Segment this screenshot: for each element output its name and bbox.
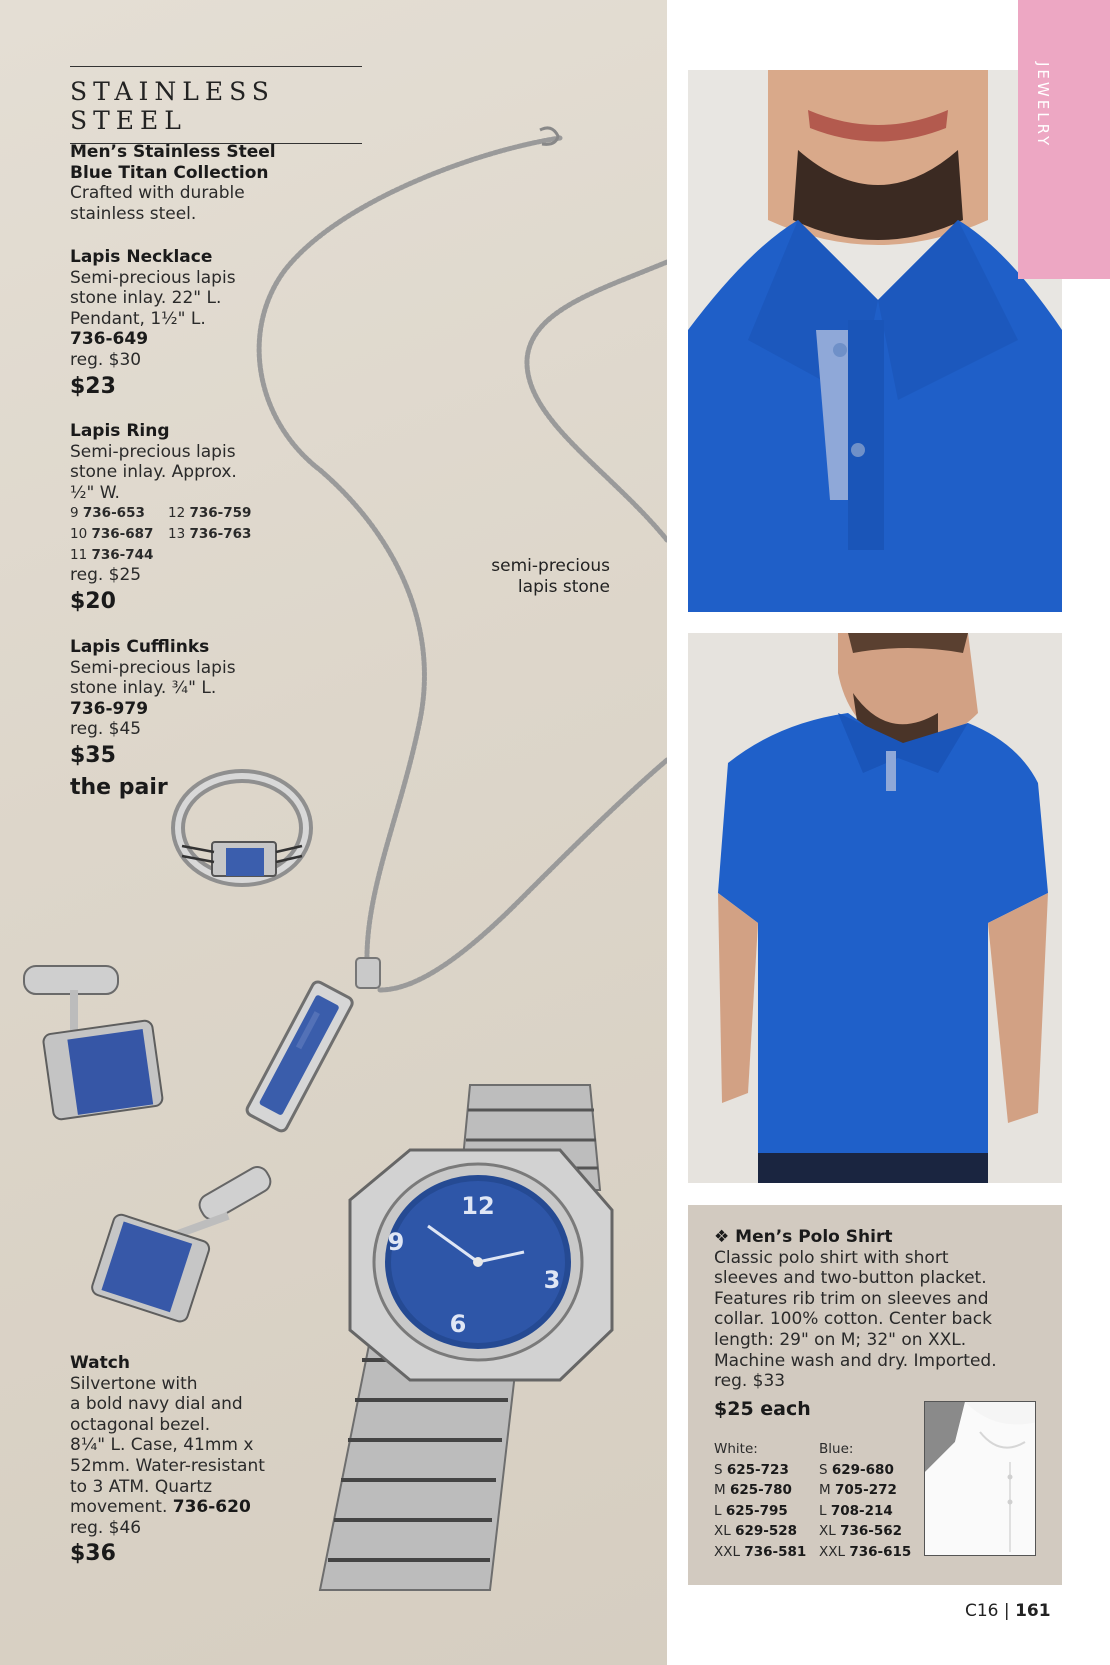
sale-price: $20 [70, 588, 116, 614]
collection-intro [70, 142, 330, 224]
polo-model-image [688, 633, 1062, 1183]
product-desc: 8¼" L. Case, 41mm x [70, 1435, 254, 1456]
product-desc: ½" W. [70, 482, 120, 503]
polo-closeup-image [688, 70, 1062, 612]
sale-price: $35 [70, 742, 116, 768]
sale-price: $25 each [714, 1397, 811, 1420]
size-option: 9 736-653 [70, 505, 145, 522]
size-option: 11 736-744 [70, 546, 154, 563]
size-option: 10 736-687 [70, 525, 154, 542]
dial-numeral: 9 [387, 1228, 405, 1256]
watch-copy [70, 1353, 340, 1570]
cufflink-image [24, 966, 163, 1120]
product-name: Lapis Cufflinks [70, 637, 210, 657]
product-desc: a bold navy dial and [70, 1394, 243, 1415]
product-desc: Features rib trim on sleeves and [714, 1288, 989, 1309]
product-desc: octagonal bezel. [70, 1414, 211, 1435]
folio-separator: | [1003, 1601, 1010, 1621]
collection-title: Blue Titan Collection [70, 162, 269, 183]
white-polo-swatch [924, 1401, 1036, 1556]
polo-model-photo [688, 633, 1062, 1183]
ring-copy [70, 421, 330, 618]
product-name: Lapis Necklace [70, 247, 213, 267]
product-desc: movement. 736-620 [70, 1497, 251, 1518]
product-desc: sleeves and two-button placket. [714, 1268, 987, 1289]
product-name: ❖ Men’s Polo Shirt [714, 1227, 893, 1247]
page-num: 161 [1015, 1601, 1051, 1621]
regular-price: reg. $33 [714, 1371, 786, 1392]
product-desc: Pendant, 1½" L. [70, 308, 206, 329]
jewelry-tab-label: JEWELRY [1034, 62, 1052, 149]
variant-blue: M 705-272 [819, 1482, 897, 1499]
section-code: C16 [965, 1601, 999, 1621]
product-sku: 736-979 [70, 698, 149, 719]
product-name: Watch [70, 1353, 130, 1373]
size-option: 13 736-763 [168, 525, 252, 542]
price-note: the pair [70, 774, 168, 800]
ring-size-list [70, 503, 330, 565]
product-desc: stone inlay. ¾" L. [70, 678, 217, 699]
dial-numeral: 12 [461, 1192, 495, 1220]
polo-info-box [688, 1205, 1062, 1585]
dial-numeral: 3 [543, 1266, 561, 1294]
regular-price: reg. $45 [70, 719, 142, 740]
watch-image [320, 1085, 612, 1590]
regular-price: reg. $30 [70, 349, 142, 370]
variant-white: XL 629-528 [714, 1523, 798, 1540]
variant-blue: XL 736-562 [819, 1523, 903, 1540]
color-label-white: White: [714, 1441, 758, 1457]
product-desc: 52mm. Water-resistant [70, 1455, 265, 1476]
polo-variant-list [714, 1439, 924, 1563]
variant-blue: L 708-214 [819, 1502, 893, 1519]
regular-price: reg. $46 [70, 1517, 142, 1538]
variant-white: M 625-780 [714, 1482, 792, 1499]
necklace-copy [70, 247, 330, 403]
product-desc: to 3 ATM. Quartz [70, 1476, 213, 1497]
lapis-callout: semi-precious lapis stone [491, 556, 610, 597]
product-sku: 736-620 [172, 1497, 251, 1518]
section-title: STAINLESS STEEL [70, 66, 362, 144]
cufflink-image [90, 1163, 274, 1323]
polo-copy [714, 1227, 1044, 1426]
variant-blue: S 629-680 [819, 1461, 894, 1478]
product-name: Lapis Ring [70, 421, 170, 441]
variant-white: L 625-795 [714, 1502, 788, 1519]
page-number [965, 1601, 1051, 1621]
sale-price: $36 [70, 1541, 116, 1567]
product-desc: Semi-precious lapis [70, 441, 236, 462]
white-polo-image [925, 1402, 1036, 1556]
product-sku: 736-649 [70, 329, 149, 350]
collection-desc: stainless steel. [70, 203, 197, 224]
product-desc: Classic polo shirt with short [714, 1247, 949, 1268]
product-desc: Silvertone with [70, 1373, 198, 1394]
regular-price: reg. $25 [70, 565, 142, 586]
dial-numeral: 6 [449, 1310, 467, 1338]
product-desc: Machine wash and dry. Imported. [714, 1350, 997, 1371]
product-desc: length: 29" on M; 32" on XXL. [714, 1329, 967, 1350]
product-desc: stone inlay. 22" L. [70, 288, 222, 309]
product-desc: Semi-precious lapis [70, 657, 236, 678]
product-desc: collar. 100% cotton. Center back [714, 1309, 992, 1330]
color-label-blue: Blue: [819, 1441, 854, 1457]
collection-desc: Crafted with durable [70, 183, 245, 204]
variant-white: S 625-723 [714, 1461, 789, 1478]
polo-closeup-photo [688, 70, 1062, 612]
variant-blue: XXL 736-615 [819, 1543, 912, 1560]
collection-title: Men’s Stainless Steel [70, 142, 276, 162]
variant-white: XXL 736-581 [714, 1543, 807, 1560]
cufflinks-copy [70, 637, 330, 804]
product-desc: stone inlay. Approx. [70, 462, 237, 483]
pendant-image [245, 958, 380, 1133]
sale-price: $23 [70, 373, 116, 399]
product-desc: Semi-precious lapis [70, 267, 236, 288]
size-option: 12 736-759 [168, 505, 252, 522]
